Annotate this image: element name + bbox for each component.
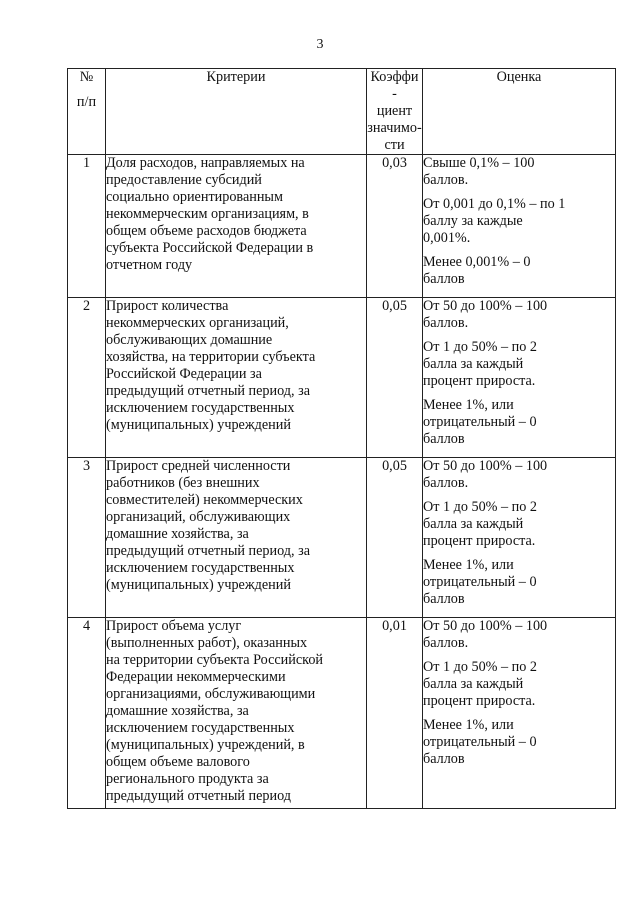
criteria-text-line: обслуживающих домашние [106,332,273,348]
criteria-text-line: предыдущий отчетный период [106,788,291,804]
criteria-text-line: работников (без внешних [106,475,260,491]
evaluation-text-line: От 0,001 до 0,1% – по 1 [423,196,566,212]
header-coef-line: значимо- [367,120,422,136]
evaluation-text-line: баллов [423,271,465,287]
evaluation-rule [423,339,615,390]
header-coef-line: Коэффи - [370,69,419,102]
evaluation-rule [423,618,615,652]
table-row [68,618,616,809]
evaluation-text-line: отрицательный – 0 [423,414,537,430]
header-number [68,69,106,155]
coefficient-value: 0,03 [367,155,423,298]
evaluation-text-line: отрицательный – 0 [423,574,537,590]
criteria-text-line: предыдущий отчетный период, за [106,383,310,399]
evaluation-text-line: баллов. [423,172,469,188]
evaluation-text-line: От 50 до 100% – 100 [423,618,548,634]
criteria-cell [106,298,367,458]
criteria-text-line: Российской Федерации за [106,366,262,382]
criteria-text-line: общем объеме расходов бюджета [106,223,307,239]
evaluation-rule [423,298,615,332]
evaluation-text-line: баллов [423,431,465,447]
evaluation-text-line: отрицательный – 0 [423,734,537,750]
evaluation-cell [423,298,616,458]
header-coefficient [367,69,423,155]
evaluation-cell [423,155,616,298]
table-row [68,298,616,458]
criteria-text-line: домашние хозяйства, за [106,703,249,719]
evaluation-text-line: От 1 до 50% – по 2 [423,659,538,675]
page-number: 3 [316,37,324,52]
evaluation-text-line: баллов. [423,315,469,331]
evaluation-text-line: процент прироста. [423,533,536,549]
criteria-text-line: Прирост количества [106,298,229,314]
criteria-text-line: домашние хозяйства, за [106,526,249,542]
criteria-text-line: некоммерческим организациям, в [106,206,309,222]
row-number: 2 [68,298,106,458]
criteria-cell [106,618,367,809]
criteria-text-line: исключением государственных [106,720,295,736]
header-coef-line: циент [376,103,413,119]
header-number-line: п/п [76,94,97,110]
evaluation-text-line: балла за каждый [423,516,524,532]
criteria-text-line: общем объеме валового [106,754,250,770]
criteria-text-line: исключением государственных [106,560,295,576]
criteria-text-line: (муниципальных) учреждений, в [106,737,305,753]
evaluation-rule [423,659,615,710]
evaluation-rule [423,254,615,288]
criteria-text-line: Прирост объема услуг [106,618,242,634]
evaluation-rule [423,717,615,768]
criteria-text-line: предыдущий отчетный период, за [106,543,310,559]
criteria-text-line: субъекта Российской Федерации в [106,240,314,256]
evaluation-text-line: балла за каждый [423,356,524,372]
evaluation-text-line: процент прироста. [423,373,536,389]
header-coef-line: сти [384,137,405,153]
evaluation-text-line: От 1 до 50% – по 2 [423,499,538,515]
evaluation-text-line: балла за каждый [423,676,524,692]
criteria-text-line: (муниципальных) учреждений [106,577,291,593]
criteria-text-line: (выполненных работ), оказанных [106,635,308,651]
row-number: 4 [68,618,106,809]
evaluation-rule [423,458,615,492]
criteria-text-line: некоммерческих организаций, [106,315,289,331]
evaluation-rule [423,499,615,550]
evaluation-text-line: Менее 1%, или [423,717,514,733]
evaluation-text-line: баллов [423,751,465,767]
evaluation-text-line: Свыше 0,1% – 100 [423,155,535,171]
row-number: 1 [68,155,106,298]
criteria-text-line: регионального продукта за [106,771,269,787]
criteria-text-line: хозяйства, на территории субъекта [106,349,316,365]
evaluation-rule [423,397,615,448]
evaluation-text-line: От 1 до 50% – по 2 [423,339,538,355]
evaluation-cell [423,618,616,809]
evaluation-text-line: баллов. [423,475,469,491]
criteria-text-line: предоставление субсидий [106,172,262,188]
criteria-cell [106,155,367,298]
criteria-text-line: совместителей) некоммерческих [106,492,303,508]
table-header-row [68,69,616,155]
header-criteria: Критерии [106,69,367,155]
evaluation-text-line: баллов [423,591,465,607]
evaluation-text-line: От 50 до 100% – 100 [423,458,548,474]
evaluation-text-line: Менее 0,001% – 0 [423,254,531,270]
header-number-line: № [79,69,94,85]
criteria-text-line: исключением государственных [106,400,295,416]
criteria-text-line: Прирост средней численности [106,458,291,474]
evaluation-text-line: процент прироста. [423,693,536,709]
evaluation-rule [423,196,615,247]
criteria-text-line: отчетном году [106,257,193,273]
coefficient-value: 0,05 [367,298,423,458]
criteria-text-line: Доля расходов, направляемых на [106,155,305,171]
coefficient-value: 0,05 [367,458,423,618]
evaluation-rule [423,155,615,189]
evaluation-cell [423,458,616,618]
criteria-text-line: на территории субъекта Российской [106,652,324,668]
evaluation-text-line: баллу за каждые [423,213,523,229]
row-number: 3 [68,458,106,618]
criteria-text-line: Федерации некоммерческими [106,669,286,685]
evaluation-rule [423,557,615,608]
criteria-cell [106,458,367,618]
evaluation-text-line: 0,001%. [423,230,471,246]
evaluation-text-line: Менее 1%, или [423,557,514,573]
criteria-text-line: организаций, обслуживающих [106,509,291,525]
evaluation-text-line: Менее 1%, или [423,397,514,413]
coefficient-value: 0,01 [367,618,423,809]
criteria-text-line: организациями, обслуживающими [106,686,316,702]
criteria-text-line: социально ориентированным [106,189,283,205]
evaluation-text-line: баллов. [423,635,469,651]
table-row [68,458,616,618]
table-row [68,155,616,298]
criteria-text-line: (муниципальных) учреждений [106,417,291,433]
criteria-table [67,68,616,809]
evaluation-text-line: От 50 до 100% – 100 [423,298,548,314]
header-evaluation: Оценка [423,69,616,155]
